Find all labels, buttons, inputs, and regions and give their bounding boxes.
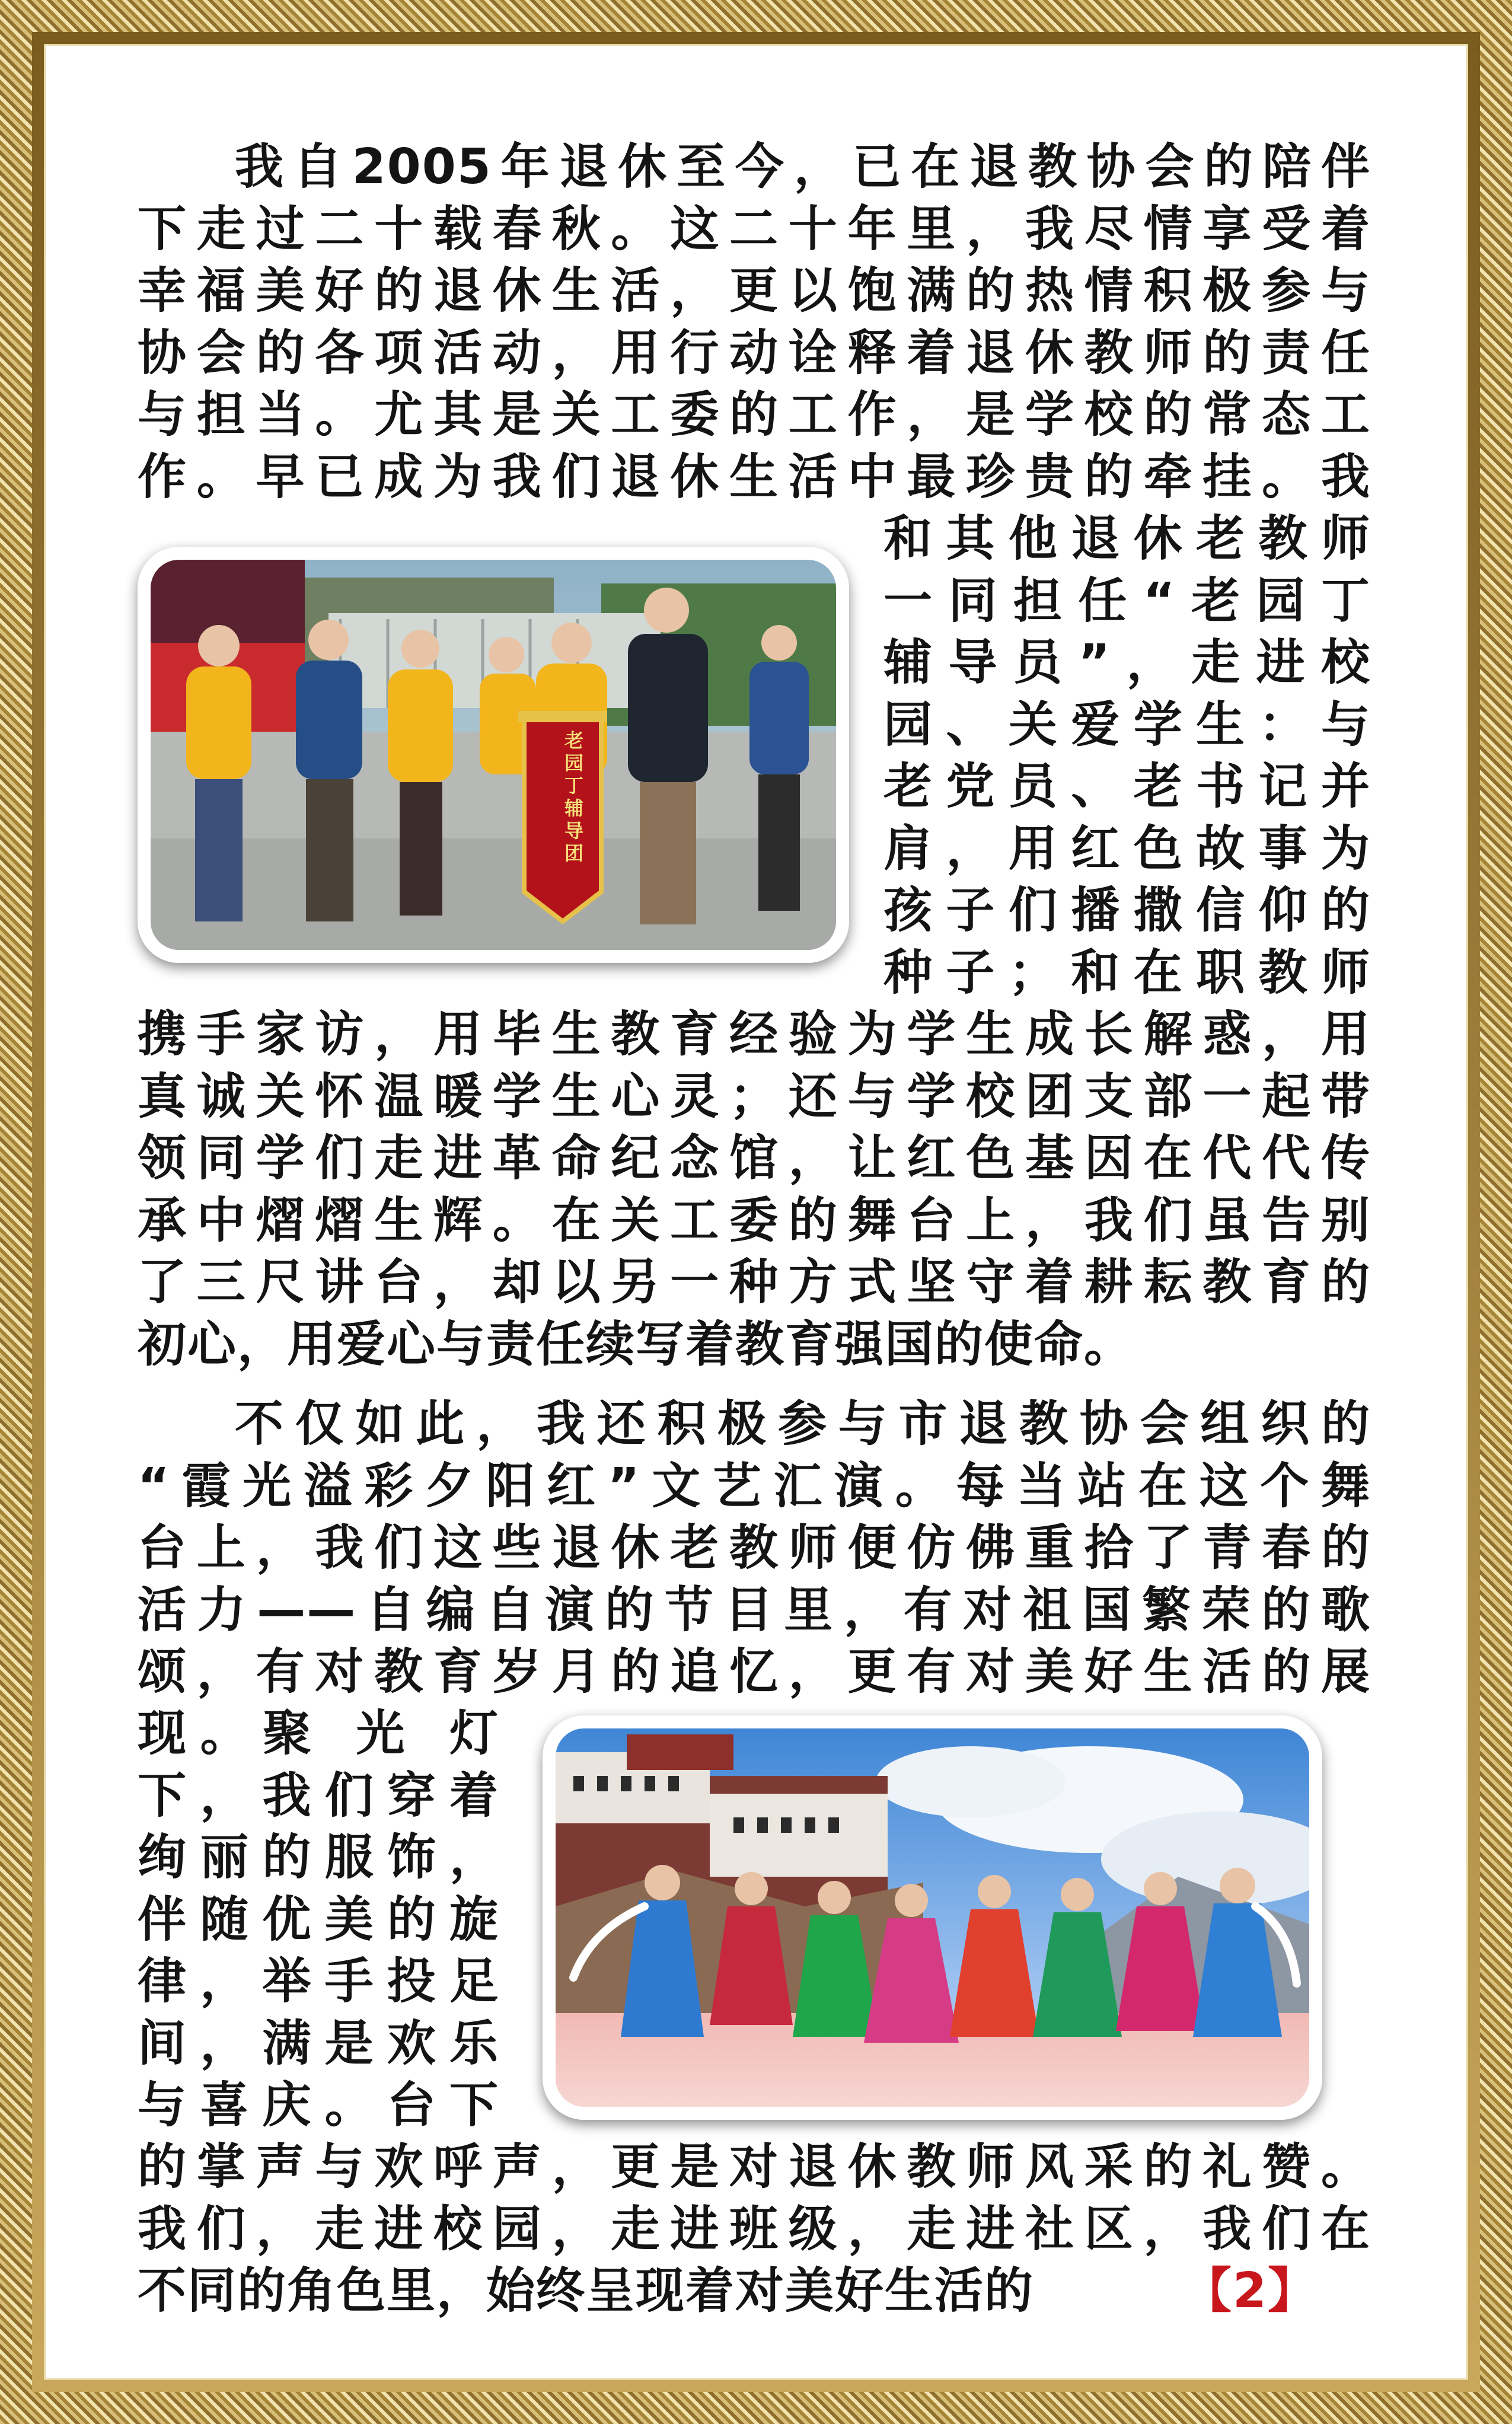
text-line: 台上，我们这些退休老教师便仿佛重拾了青春的: [138, 1520, 1371, 1576]
volunteer-award-photo: [138, 547, 849, 963]
paragraph-1-tail: [138, 1004, 1371, 1376]
text-line: 幸福美好的退休生活，更以饱满的热情积极参与: [138, 263, 1371, 319]
award-ceremony-illustration: [151, 560, 836, 950]
dance-performance-photo: [543, 1715, 1322, 2120]
text-line: 我们，走进校园，走进班级，走进社区，我们在: [138, 2200, 1371, 2257]
text-line: 肩，用红色故事为: [883, 820, 1371, 877]
text-line: 领同学们走进革命纪念馆，让红色基因在代代传: [138, 1130, 1371, 1187]
banner-text: 老园丁辅导团: [564, 729, 584, 865]
text-line: 伴随优美的旋: [138, 1891, 499, 1948]
text-line: 的掌声与欢呼声，更是对退休教师风采的礼赞。: [138, 2139, 1371, 2195]
text-line: “霞光溢彩夕阳红”文艺汇演。每当站在这个舞: [138, 1457, 1371, 1514]
paragraph-2-last: [138, 2260, 1110, 2323]
text-line: 律，举手投足: [138, 1953, 499, 2010]
text-line: 初心，用爱心与责任续写着教育强国的使命。: [138, 1316, 1134, 1373]
text-line: 间，满是欢乐: [138, 2015, 499, 2072]
dance-performance-illustration: [556, 1728, 1309, 2107]
text-line: 携手家访，用毕生教育经验为学生成长解惑，用: [138, 1006, 1371, 1063]
text-line: 不仅如此，我还积极参与市退教协会组织的: [235, 1396, 1371, 1452]
text-line: 颂，有对教育岁月的追忆，更有对美好生活的展: [138, 1644, 1371, 1700]
text-line: 园、关爱学生：与: [883, 696, 1371, 753]
text-line: 真诚关怀温暖学生心灵；还与学校团支部一起带: [138, 1068, 1371, 1125]
text-line: 下走过二十载春秋。这二十年里，我尽情享受着: [138, 200, 1371, 257]
paragraph-1-top: [138, 136, 1371, 508]
text-line: 与担当。尤其是关工委的工作，是学校的常态工: [138, 387, 1371, 443]
text-line: 辅导员”，走进校: [883, 634, 1371, 691]
page-number: 【2】: [1183, 2263, 1318, 2319]
paragraph-1-wrap: [883, 508, 1371, 1004]
text-line: 协会的各项活动，用行动诠释着退休教师的责任: [138, 324, 1371, 381]
text-line: 老党员、老书记并: [883, 758, 1371, 815]
text-line: 绚丽的服饰，: [138, 1829, 499, 1886]
text-line: 承中熠熠生辉。在关工委的舞台上，我们虽告别: [138, 1192, 1371, 1249]
text-line: 孩子们播撒信仰的: [883, 882, 1371, 939]
text-line: 我自2005年退休至今，已在退教协会的陪伴: [235, 139, 1371, 195]
paragraph-2-top: [138, 1393, 1371, 1704]
text-line: 了三尺讲台，却以另一种方式坚守着耕耘教育的: [138, 1254, 1371, 1310]
text-line: 作。早已成为我们退休生活中最珍贵的牵挂。我: [138, 448, 1371, 505]
paragraph-2-tail: [138, 2136, 1371, 2260]
text-line: 种子；和在职教师: [883, 944, 1371, 1001]
text-line: 与喜庆。台下: [138, 2077, 499, 2133]
text-line: 和其他退休老教师: [883, 511, 1371, 567]
text-line: 活力——自编自演的节目里，有对祖国繁荣的歌: [138, 1581, 1371, 1638]
text-line: 下，我们穿着: [138, 1767, 499, 1824]
paragraph-2-wrap: [138, 1703, 499, 2137]
text-line: 现。聚 光 灯: [138, 1705, 499, 1762]
text-line: 不同的角色里，始终呈现着对美好生活的: [138, 2263, 1035, 2319]
award-banner: [518, 711, 607, 921]
text-line: 一同担任“老园丁: [883, 572, 1371, 629]
